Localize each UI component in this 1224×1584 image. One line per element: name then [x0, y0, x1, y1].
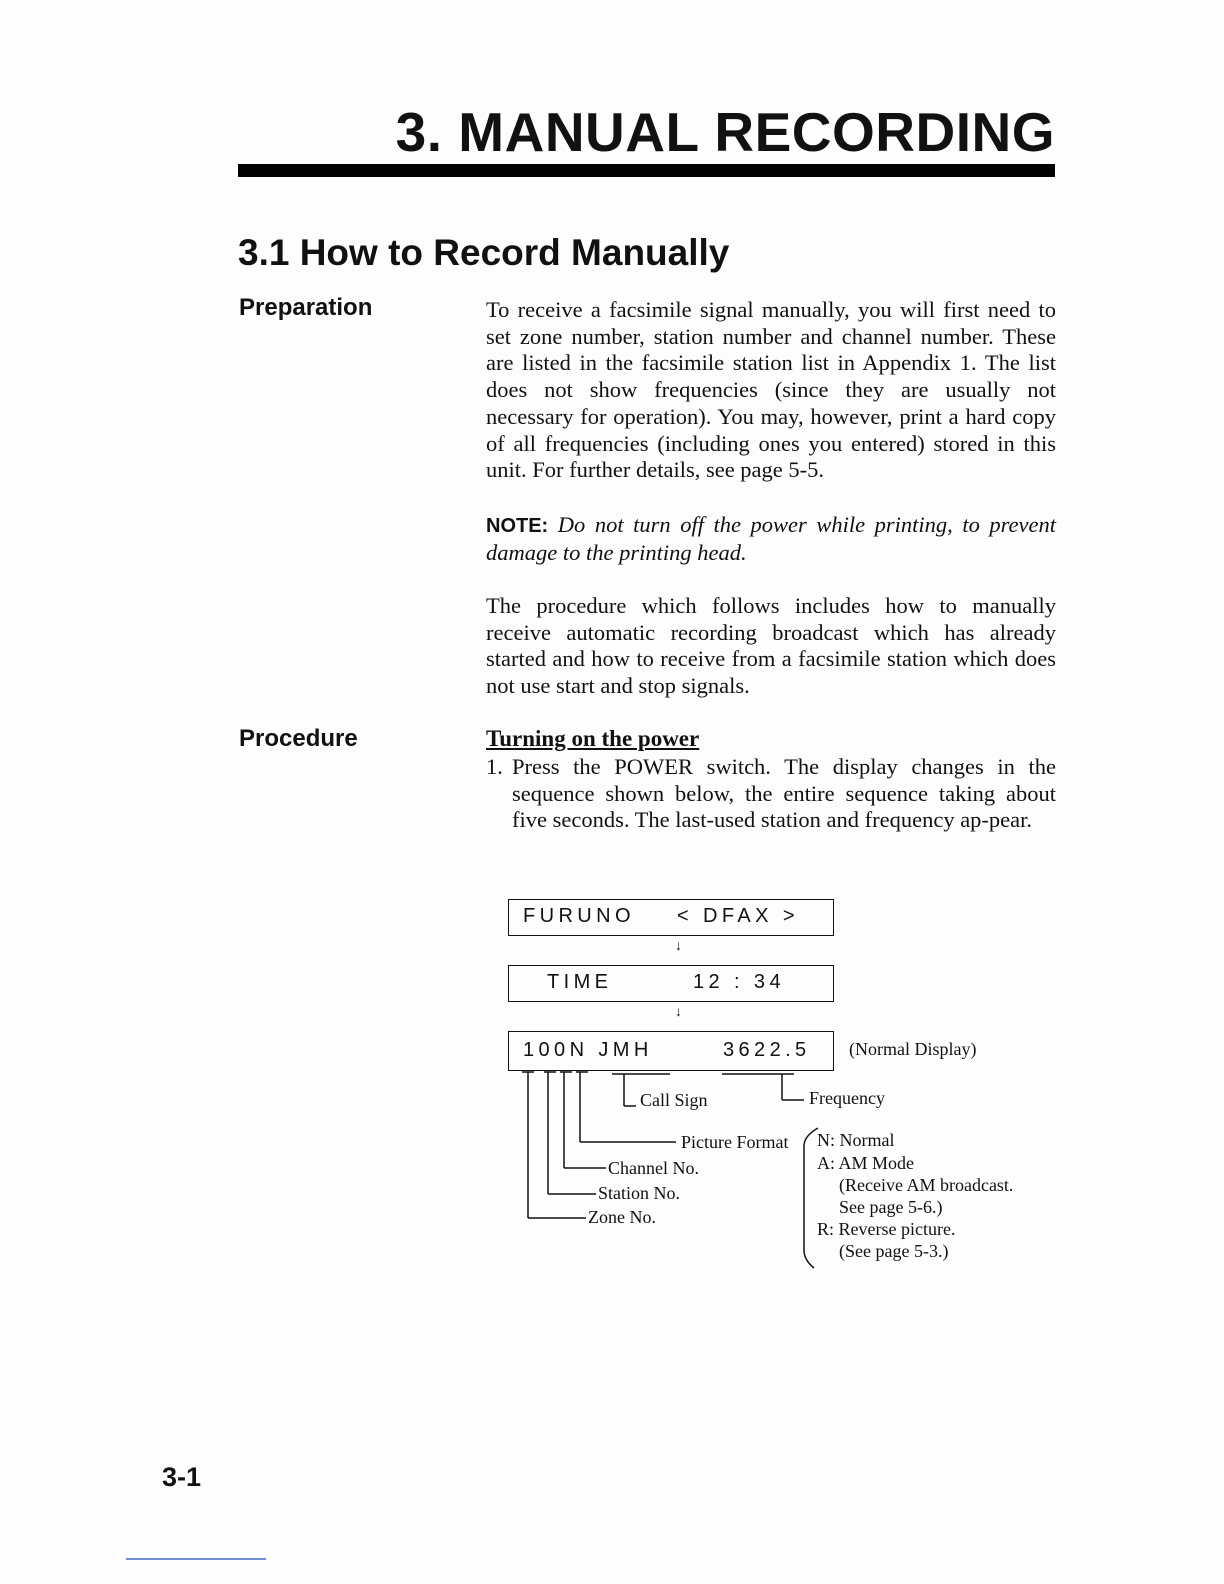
- step-text: Press the POWER switch. The display changes in the sequence shown below, the entire sequence taking about five seconds. The last-used station and frequency ap-pear.: [512, 754, 1056, 833]
- procedure-subheading: Turning on the power: [486, 726, 700, 751]
- procedure-intro-paragraph: The procedure which follows includes how to manually receive automatic recording broadcast which has already started and how to receive from a facsimile station which does not use start and stop signals.: [486, 593, 1056, 699]
- lcd-normal-right: 3622.5: [723, 1039, 811, 1061]
- format-reverse-page: (See page 5-3.): [839, 1241, 949, 1261]
- frequency-label: Frequency: [809, 1088, 885, 1108]
- footer-link-line: [126, 1558, 266, 1560]
- lcd-time-left: TIME: [547, 971, 613, 993]
- format-am-detail: (Receive AM broadcast.: [839, 1175, 1014, 1195]
- normal-display-label: (Normal Display): [849, 1039, 977, 1059]
- note: [486, 512, 1056, 566]
- zone-no-label: Zone No.: [588, 1207, 656, 1227]
- preparation-heading: Preparation: [239, 294, 373, 321]
- chapter-rule: [238, 164, 1055, 177]
- note-label: NOTE:: [486, 515, 549, 537]
- format-am: A: AM Mode: [817, 1153, 915, 1173]
- page-number: 3-1: [162, 1462, 202, 1492]
- format-reverse: R: Reverse picture.: [817, 1219, 956, 1239]
- call-sign-label: Call Sign: [640, 1090, 708, 1110]
- lcd-time-right: 12 : 34: [693, 971, 785, 993]
- down-arrow-icon: ↓: [675, 939, 682, 954]
- preparation-paragraph: To receive a facsimile signal manually, you will first need to set zone number, station number and channel number. These are listed in the facsimile station list in Appendix 1. The list does not show frequencies (since they are usually not necessary for operation). You may, however, print a hard copy of all frequencies (including ones you entered) stored in this unit. For further details, see page 5-5.: [486, 297, 1056, 483]
- station-no-label: Station No.: [598, 1183, 681, 1203]
- down-arrow-icon: ↓: [675, 1005, 682, 1020]
- step-number: 1.: [486, 754, 503, 779]
- channel-no-label: Channel No.: [608, 1158, 699, 1178]
- picture-format-label: Picture Format: [681, 1132, 789, 1152]
- lcd-normal-screen: [508, 1031, 834, 1071]
- note-text: Do not turn off the power while printing, to prevent damage to the printing head.: [486, 512, 1057, 565]
- lcd-time-screen: [508, 965, 834, 1002]
- lcd-startup-screen: [508, 899, 834, 936]
- chapter-title: 3. MANUAL RECORDING: [395, 101, 1055, 163]
- procedure-heading: Procedure: [239, 725, 358, 752]
- lcd-startup-right: < DFAX >: [677, 905, 799, 927]
- format-am-page: See page 5-6.): [839, 1197, 943, 1217]
- lcd-startup-left: FURUNO: [523, 905, 635, 927]
- step-1: [486, 754, 1056, 834]
- lcd-normal-left: 100N JMH: [523, 1039, 653, 1061]
- section-title: 3.1 How to Record Manually: [238, 232, 730, 273]
- format-normal: N: Normal: [817, 1130, 895, 1150]
